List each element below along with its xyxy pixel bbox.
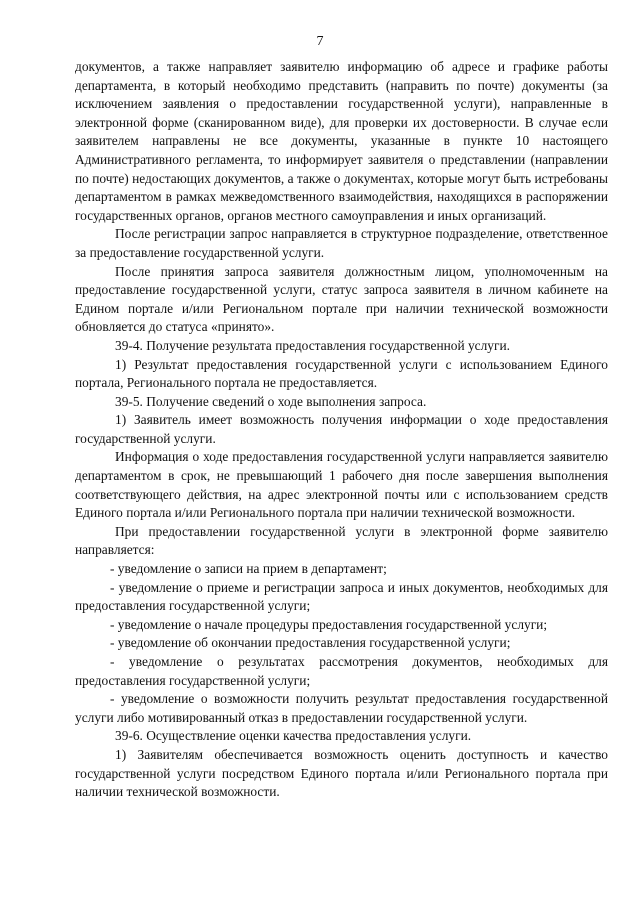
paragraph-status-update: После принятия запроса заявителя должностным лицом, уполномоченным на предоставление государственной услуги, статус запроса заявителя в личном кабинете на Едином портале и/или Региональном портале при наличии технической возможности обновляется до статуса «принято». [75, 263, 608, 335]
list-item-notification: - уведомление о результатах рассмотрения документов, необходимых для предоставления государственной услуги; [75, 654, 608, 688]
paragraph-39-4-item-1: 1) Результат предоставления государственной услуги с использованием Единого портала, Регионального портала не предоставляется. [75, 356, 608, 391]
list-item-notification: - уведомление о начале процедуры предоставления государственной услуги; [110, 616, 548, 632]
list-item-notification: - уведомление об окончании предоставления государственной услуги; [110, 635, 511, 651]
list-item-notification: - уведомление о приеме и регистрации запроса и иных документов, необходимых для предоставления государственной услуги; [75, 579, 608, 614]
paragraph-continuation: документов, а также направляет заявителю информацию об адресе и графике работы департамента, в который необходимо представить (направить по почте) документы (за исключением заявления о предоставлении государственной услуги), направленные в электронной форме (сканированном виде), для проверки их достоверности. В случае если заявителем направлены не все документы, указанные в пункте 10 настоящего Административного регламента, то информирует заявителя о представлении (направлении по почте) недостающих документов, а также о документах, которые могут быть истребованы департаментом в рамках межведомственного взаимодействия, находящихся в распоряжении государственных органов, органов местного самоуправления и иных организаций. [75, 59, 608, 223]
section-heading-39-4: 39-4. Получение результата предоставления государственной услуги. [115, 337, 511, 353]
list-item-notification: - уведомление о записи на прием в департамент; [110, 561, 387, 577]
document-body [75, 58, 608, 802]
section-heading-39-6: 39-6. Осуществление оценки качества предоставления услуги. [115, 728, 472, 744]
paragraph-registration: После регистрации запрос направляется в структурное подразделение, ответственное за предоставление государственной услуги. [75, 226, 608, 260]
page-number: 7 [316, 34, 324, 49]
paragraph-39-6-item-1: 1) Заявителям обеспечивается возможность оценить доступность и качество государственной услуги посредством Единого портала и/или Регионального портала при наличии технической возможности. [75, 746, 608, 800]
paragraph-electronic-form: При предоставлении государственной услуги в электронной форме заявителю направляется: [75, 523, 608, 558]
paragraph-39-5-item-1: 1) Заявитель имеет возможность получения информации о ходе предоставления государственной услуги. [75, 412, 608, 446]
list-item-notification: - уведомление о возможности получить результат предоставления государственной услуги либо мотивированный отказ в предоставлении государственной услуги. [75, 691, 608, 725]
paragraph-progress-info: Информация о ходе предоставления государственной услуги направляется заявителю департаментом в срок, не превышающий 1 рабочего дня после завершения выполнения соответствующего действия, на адрес электронной почты или с использованием средств Единого портала и/или Регионального портала при наличии технической возможности. [75, 449, 608, 521]
section-heading-39-5: 39-5. Получение сведений о ходе выполнения запроса. [115, 393, 427, 409]
